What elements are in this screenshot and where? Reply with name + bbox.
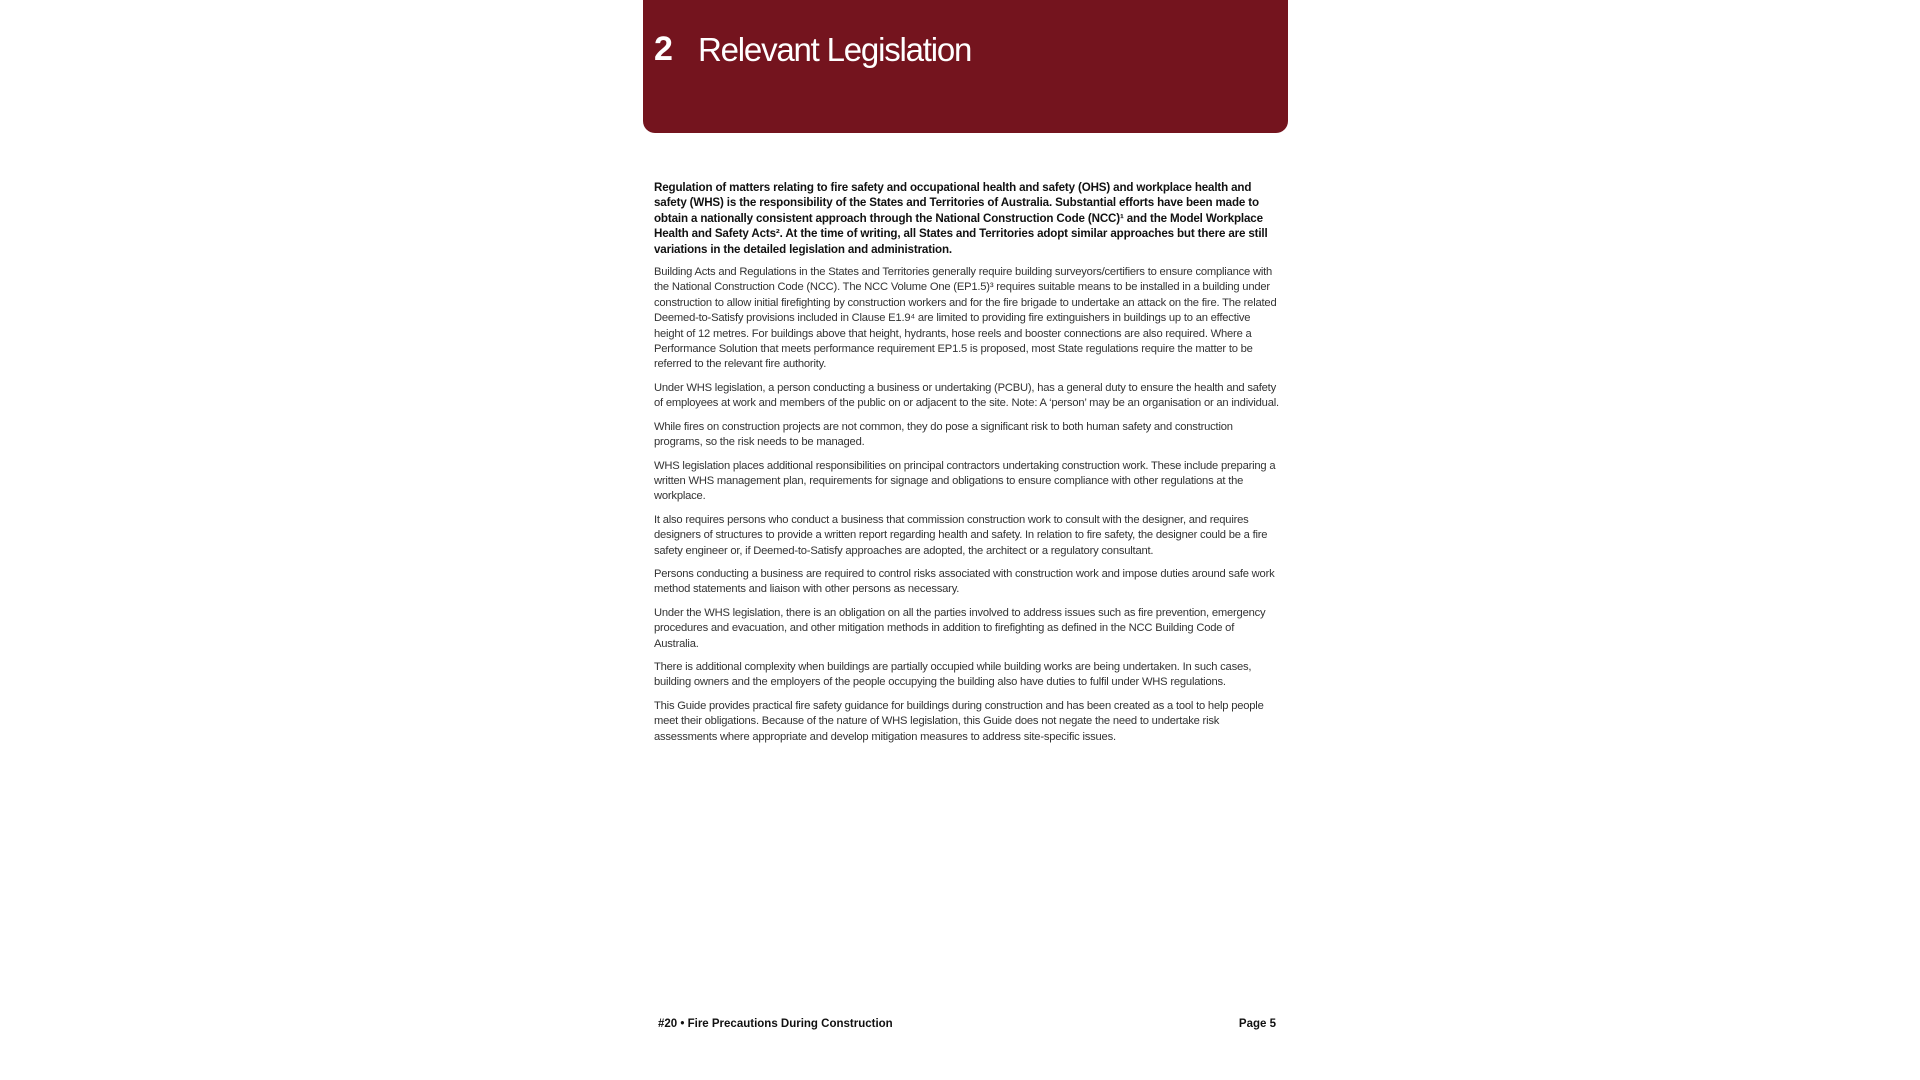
section-header-band	[643, 0, 1288, 133]
body-paragraph: There is additional complexity when buildings are partially occupied while building works are being undertaken. In such cases, building owners and the employers of the people occupying the building also have duties to fulfil under WHS regulations.	[654, 660, 1252, 689]
body-paragraph: While fires on construction projects are not common, they do pose a significant risk to both human safety and construction programs, so the risk needs to be managed.	[654, 420, 1233, 449]
section-title: Relevant Legislation	[698, 31, 972, 68]
footer-page-number: Page 5	[1238, 1018, 1276, 1030]
body-paragraph: Under the WHS legislation, there is an obligation on all the parties involved to address issues such as fire prevention, emergency procedures and evacuation, and other mitigation methods in addition to firefighting as defined in the NCC Building Code of Australia.	[654, 606, 1266, 650]
intro-paragraph: Regulation of matters relating to fire safety and occupational health and safety (OHS) and workplace health and safety (WHS) is the responsibility of the States and Territories of Australia. Substantial efforts have been made to obtain a nationally consistent approach through the National Construction Code (NCC)¹ and the Model Workplace Health and Safety Acts². At the time of writing, all States and Territories adopt similar approaches but there are still variations in the detailed legislation and administration.	[654, 181, 1268, 256]
footer-publication-title: #20 • Fire Precautions During Construction	[658, 1018, 893, 1030]
document-page	[643, 0, 1288, 1080]
body-paragraph: Building Acts and Regulations in the States and Territories generally require building surveyors/certifiers to ensure compliance with the National Construction Code (NCC). The NCC Volume One (EP1.5)³ requires suitable means to be installed in a building under construction to allow initial firefighting by construction workers and for the fire brigade to undertake an attack on the fire. The related Deemed-to-Satisfy provisions included in Clause E1.9⁴ are limited to providing fire extinguishers in buildings up to an effective height of 12 metres. For buildings above that height, hydrants, hose reels and booster connections are also required. Where a Performance Solution that meets performance requirement EP1.5 is proposed, most State regulations require the matter to be referred to the relevant fire authority.	[654, 266, 1277, 371]
body-paragraph: Persons conducting a business are required to control risks associated with construction work and impose duties around safe work method statements and liaison with other persons as necessary.	[654, 567, 1275, 596]
body-paragraph: It also requires persons who conduct a business that commission construction work to consult with the designer, and requires designers of structures to provide a written report regarding health and safety. In relation to fire safety, the designer could be a fire safety engineer or, if Deemed-to-Satisfy approaches are adopted, the architect or a regulatory consultant.	[654, 513, 1268, 557]
body-paragraph: WHS legislation places additional responsibilities on principal contractors undertaking construction work. These include preparing a written WHS management plan, requirements for signage and obligations to ensure compliance with other regulations at the workplace.	[654, 459, 1276, 503]
body-paragraph: This Guide provides practical fire safety guidance for buildings during construction and has been created as a tool to help people meet their obligations. Because of the nature of WHS legislation, this Guide does not negate the need to undertake risk assessments where appropriate and develop mitigation measures to address site-specific issues.	[654, 699, 1264, 743]
document-body	[654, 180, 1279, 753]
body-paragraph: Under WHS legislation, a person conducting a business or undertaking (PCBU), has a general duty to ensure the health and safety of employees at work and members of the public on or adjacent to the site. Note: A ‘person’ may be an organisation or an individual.	[654, 381, 1279, 410]
section-number: 2	[654, 30, 673, 68]
